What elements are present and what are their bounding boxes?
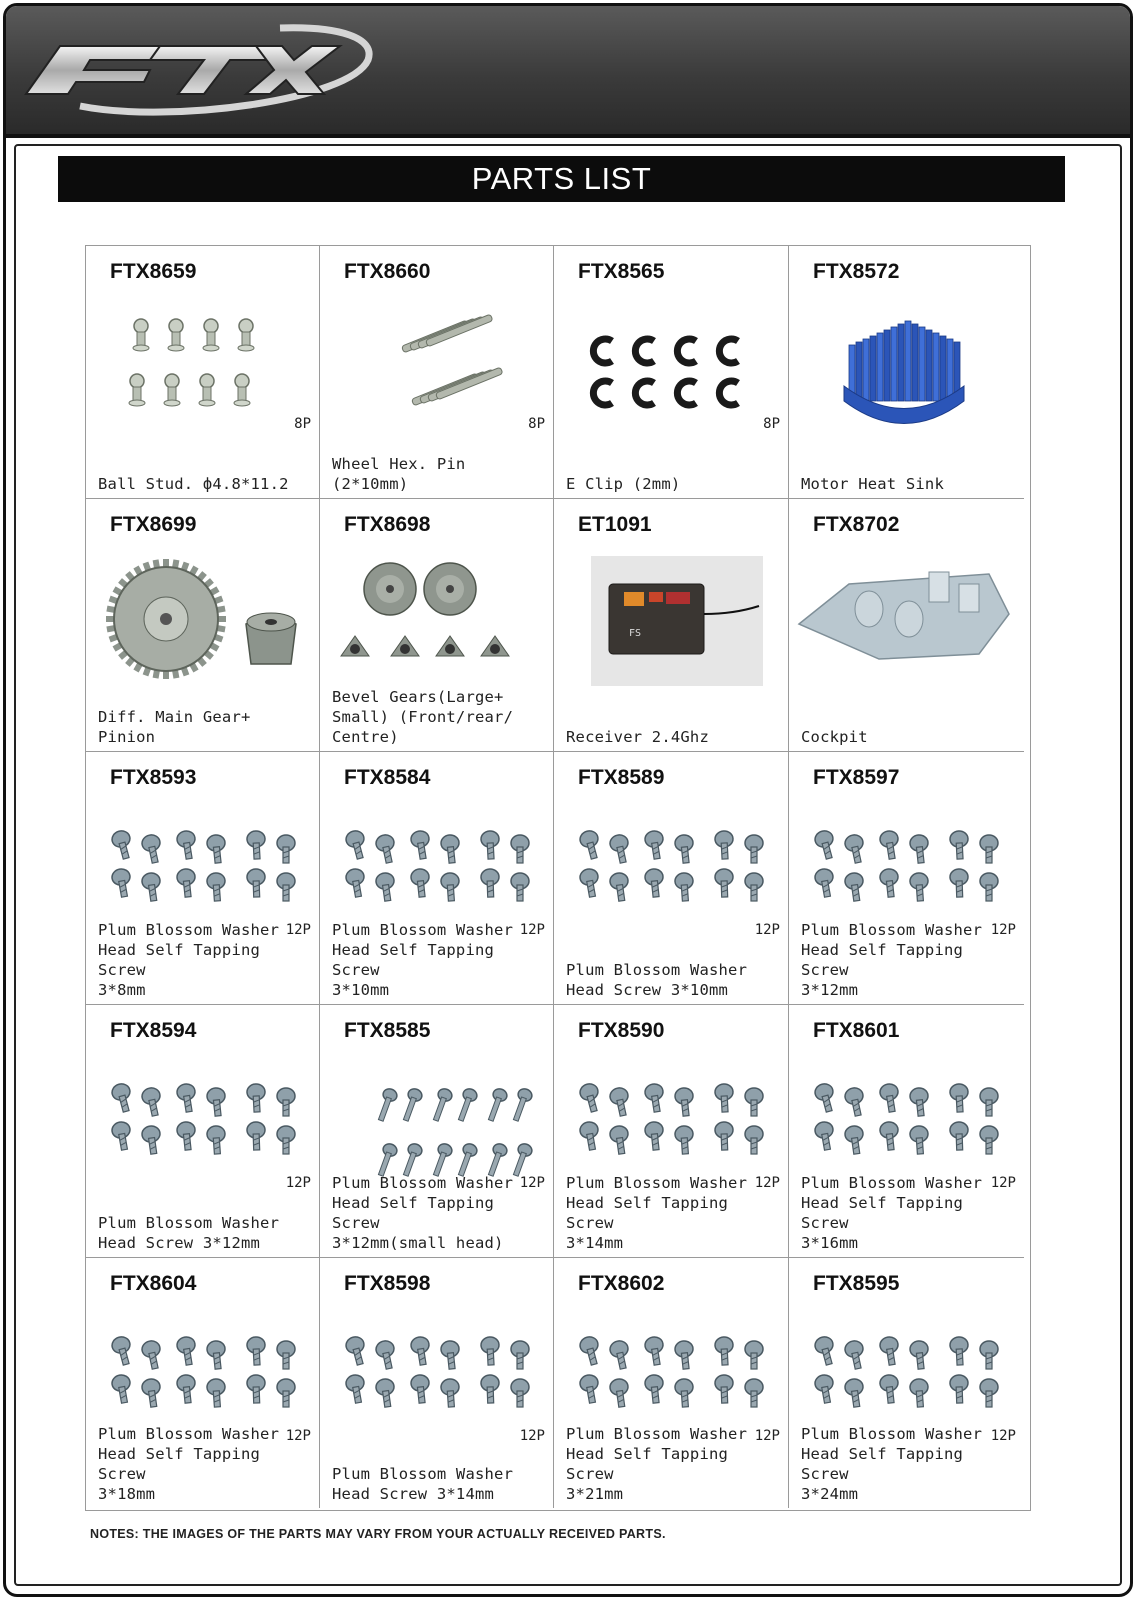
part-name: Ball Stud. ф4.8*11.2	[98, 475, 289, 493]
part-quantity: 12P	[519, 1428, 545, 1444]
svg-text:FS: FS	[629, 628, 642, 639]
part-cell	[86, 246, 320, 499]
main-gear-icon	[86, 544, 320, 709]
part-code: FTX8589	[578, 766, 665, 789]
part-quantity: 12P	[754, 1428, 780, 1444]
part-cell	[554, 752, 789, 1005]
part-quantity: 8P	[528, 416, 545, 432]
part-code: FTX8698	[344, 513, 431, 536]
part-code: FTX8585	[344, 1019, 431, 1042]
part-quantity: 12P	[990, 922, 1016, 938]
part-name: Plum Blossom Washer Head Self Tapping Screw 3*14mm	[566, 1174, 748, 1252]
part-code: FTX8584	[344, 766, 431, 789]
ball-stud-icon	[86, 291, 320, 456]
part-cell	[86, 1005, 320, 1258]
part-name: E Clip (2mm)	[566, 475, 681, 493]
part-name: Plum Blossom Washer Head Screw 3*14mm	[332, 1465, 514, 1503]
part-code: FTX8702	[813, 513, 900, 536]
header-bar	[6, 6, 1130, 138]
part-quantity: 8P	[294, 416, 311, 432]
part-name: Receiver 2.4Ghz	[566, 728, 709, 746]
part-name: Plum Blossom Washer Head Self Tapping Screw 3*12mm	[801, 921, 983, 999]
part-name: Wheel Hex. Pin (2*10mm)	[332, 455, 466, 493]
part-quantity: 12P	[990, 1428, 1016, 1444]
part-quantity: 12P	[285, 922, 311, 938]
part-cell	[554, 499, 789, 752]
part-code: FTX8659	[110, 260, 197, 283]
part-cell	[320, 1005, 554, 1258]
part-quantity: 12P	[285, 1175, 311, 1191]
ftx-logo	[20, 20, 380, 120]
part-name: Plum Blossom Washer Head Screw 3*12mm	[98, 1214, 280, 1252]
part-cell	[554, 1258, 789, 1508]
part-cell	[320, 1258, 554, 1508]
part-name: Plum Blossom Washer Head Self Tapping Screw 3*24mm	[801, 1425, 983, 1503]
page-title: PARTS LIST	[58, 156, 1065, 202]
receiver-icon	[554, 544, 788, 709]
part-quantity: 12P	[754, 1175, 780, 1191]
part-code: FTX8595	[813, 1272, 900, 1295]
part-code: FTX8594	[110, 1019, 197, 1042]
part-cell	[554, 246, 789, 499]
part-quantity: 12P	[285, 1428, 311, 1444]
part-code: FTX8699	[110, 513, 197, 536]
part-code: FTX8572	[813, 260, 900, 283]
part-cell	[86, 752, 320, 1005]
part-name: Plum Blossom Washer Head Self Tapping Screw 3*10mm	[332, 921, 514, 999]
part-cell	[320, 752, 554, 1005]
part-name: Cockpit	[801, 728, 868, 746]
notes-text: NOTES: THE IMAGES OF THE PARTS MAY VARY FROM YOUR ACTUALLY RECEIVED PARTS.	[90, 1527, 666, 1541]
part-code: FTX8565	[578, 260, 665, 283]
part-code: FTX8604	[110, 1272, 197, 1295]
part-code: FTX8601	[813, 1019, 900, 1042]
part-name: Diff. Main Gear+ Pinion	[98, 708, 251, 746]
part-cell	[320, 246, 554, 499]
part-cell	[789, 1258, 1024, 1508]
e-clip-icon	[554, 291, 788, 456]
part-cell	[789, 1005, 1024, 1258]
part-name: Bevel Gears(Large+ Small) (Front/rear/ Centre)	[332, 688, 514, 746]
part-code: FTX8590	[578, 1019, 665, 1042]
part-quantity: 12P	[990, 1175, 1016, 1191]
heat-sink-icon	[789, 291, 1023, 456]
svg-text:FTX: FTX	[20, 20, 22, 21]
part-name: Plum Blossom Washer Head Screw 3*10mm	[566, 961, 748, 999]
part-cell	[86, 1258, 320, 1508]
part-cell	[789, 752, 1024, 1005]
part-quantity: 12P	[519, 1175, 545, 1191]
part-quantity: 8P	[763, 416, 780, 432]
part-name: Plum Blossom Washer Head Self Tapping Screw 3*16mm	[801, 1174, 983, 1252]
part-name: Plum Blossom Washer Head Self Tapping Screw 3*21mm	[566, 1425, 748, 1503]
bevel-gears-icon	[320, 544, 554, 709]
screws-icon	[554, 797, 788, 962]
part-cell	[789, 499, 1024, 752]
part-name: Motor Heat Sink	[801, 475, 944, 493]
part-code: FTX8597	[813, 766, 900, 789]
part-cell	[554, 1005, 789, 1258]
part-quantity: 12P	[519, 922, 545, 938]
part-cell	[86, 499, 320, 752]
parts-grid	[85, 245, 1031, 1511]
part-code: FTX8602	[578, 1272, 665, 1295]
part-code: FTX8593	[110, 766, 197, 789]
part-code: FTX8660	[344, 260, 431, 283]
cockpit-icon	[789, 544, 1023, 709]
part-code: ET1091	[578, 513, 652, 536]
part-quantity: 12P	[754, 922, 780, 938]
part-name: Plum Blossom Washer Head Self Tapping Screw 3*18mm	[98, 1425, 280, 1503]
part-cell	[320, 499, 554, 752]
part-name: Plum Blossom Washer Head Self Tapping Screw 3*8mm	[98, 921, 280, 999]
hex-pin-icon	[320, 291, 554, 456]
part-cell	[789, 246, 1024, 499]
part-code: FTX8598	[344, 1272, 431, 1295]
part-name: Plum Blossom Washer Head Self Tapping Screw 3*12mm(small head)	[332, 1174, 514, 1252]
